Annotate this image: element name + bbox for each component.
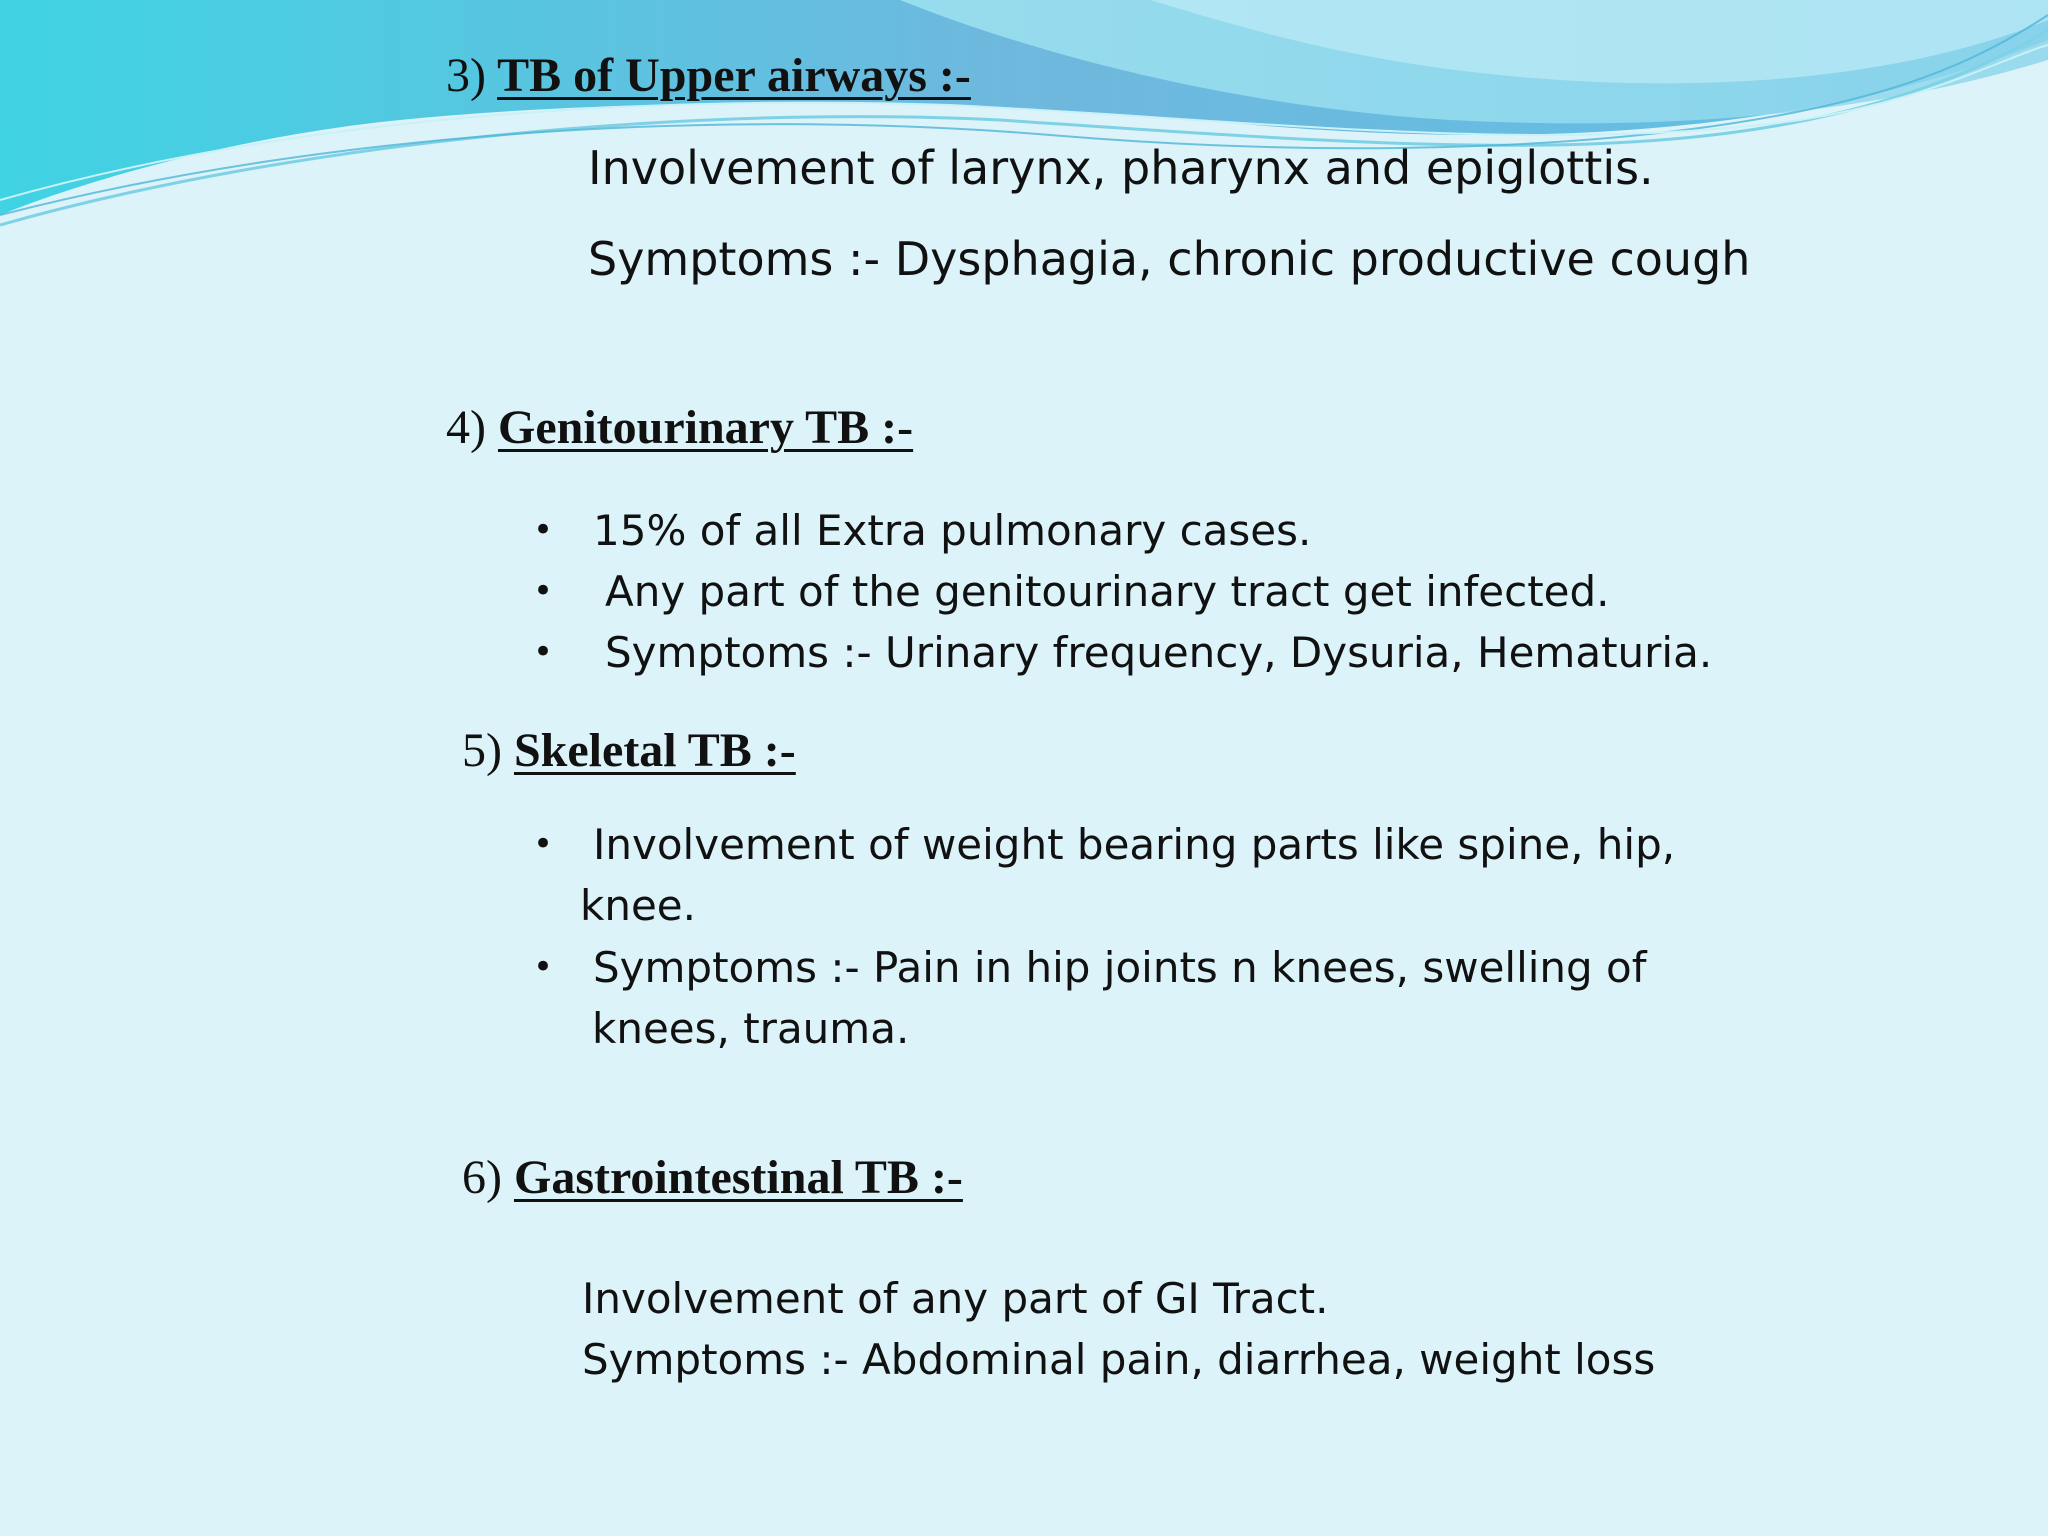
- section-heading-genitourinary: [446, 400, 913, 456]
- bullet-text-continued: knee.: [580, 881, 696, 930]
- upper-airways-line-1: Involvement of larynx, pharynx and epiglottis.: [588, 141, 1654, 195]
- section-heading-gastrointestinal: [462, 1150, 963, 1206]
- bullet-icon: •: [533, 824, 554, 864]
- bullet-text: 15% of all Extra pulmonary cases.: [593, 506, 1312, 555]
- upper-airways-line-2: Symptoms :- Dysphagia, chronic productive cough: [588, 232, 1751, 286]
- bullet-text: Involvement of weight bearing parts like spine, hip,: [593, 820, 1676, 869]
- section-number: 3): [446, 49, 486, 102]
- section-title: TB of Upper airways :-: [497, 49, 971, 102]
- list-item: [533, 622, 1733, 683]
- bullet-icon: •: [533, 632, 554, 672]
- section-number: 4): [446, 401, 486, 454]
- section-title: Genitourinary TB :-: [497, 401, 914, 454]
- bullet-icon: •: [533, 947, 554, 987]
- bullet-text: Symptoms :- Pain in hip joints n knees, swelling of: [593, 943, 1647, 992]
- section-number: 6): [462, 1151, 502, 1204]
- bullet-text-continued: knees, trauma.: [592, 1004, 910, 1053]
- list-item: [533, 814, 1733, 936]
- bullet-icon: •: [533, 510, 554, 550]
- section-title: Gastrointestinal TB :-: [513, 1151, 963, 1204]
- section-heading-upper-airways: [446, 48, 971, 104]
- bullet-icon: •: [533, 571, 554, 611]
- list-item: [533, 561, 1733, 622]
- section-number: 5): [462, 724, 502, 777]
- bullet-text: Any part of the genitourinary tract get infected.: [605, 567, 1610, 616]
- gastrointestinal-line-2: Symptoms :- Abdominal pain, diarrhea, weight loss: [582, 1335, 1656, 1384]
- decorative-wave-header: [0, 0, 2048, 260]
- list-item: [533, 937, 1733, 1059]
- section-title: Skeletal TB :-: [513, 724, 796, 777]
- gastrointestinal-line-1: Involvement of any part of GI Tract.: [582, 1274, 1329, 1323]
- bullet-text: Symptoms :- Urinary frequency, Dysuria, Hematuria.: [605, 628, 1713, 677]
- list-item: [533, 500, 1733, 561]
- section-heading-skeletal: [462, 723, 796, 779]
